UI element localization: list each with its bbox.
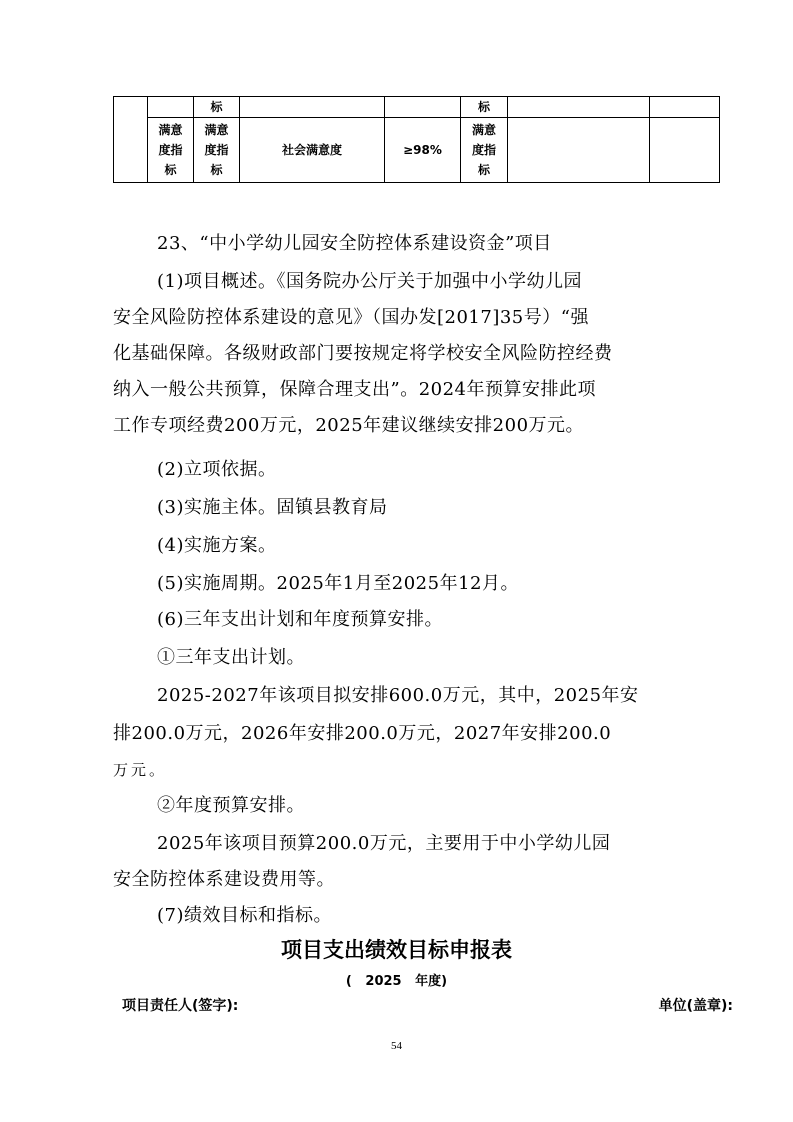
table-cell: [148, 97, 194, 118]
table-cell: 标: [194, 97, 240, 118]
overview-line-2: 安全风险防控体系建设的意见》（国办发[2017]35号）“强: [113, 307, 589, 328]
overview-line-4: 纳入一般公共预算，保障合理支出”。2024年预算安排此项: [113, 379, 597, 400]
table-cell: [650, 97, 720, 118]
table-cell: 标: [461, 97, 508, 118]
budget-line: (6)三年支出计划和年度预算安排。: [157, 609, 443, 630]
annual-line-2: 安全防控体系建设费用等。: [113, 869, 335, 890]
three-year-line-2: 排200.0万元，2026年安排200.0万元，2027年安排200.0: [113, 723, 612, 744]
form-title: 项目支出绩效目标申报表: [281, 938, 512, 962]
level2-indicator: 满意度指标: [204, 123, 229, 177]
overview-line-1: (1)项目概述。《国务院办公厅关于加强中小学幼儿园: [157, 271, 582, 292]
table-row: [114, 118, 720, 183]
table-cell: [385, 97, 461, 118]
table-cell: [148, 118, 194, 183]
three-year-line-1: 2025-2027年该项目拟安排600.0万元，其中，2025年安: [157, 685, 639, 706]
plan-line: (4)实施方案。: [157, 535, 277, 556]
performance-table: [113, 96, 720, 183]
three-year-tail: 万元。: [113, 761, 168, 779]
overview-line-5: 工作专项经费200万元，2025年建议继续安排200万元。: [113, 415, 585, 436]
table-row: [114, 97, 720, 118]
period-line: (5)实施周期。2025年1月至2025年12月。: [157, 573, 519, 594]
page-number: 54: [391, 1040, 402, 1052]
table-cell: [461, 118, 508, 183]
basis-line: (2)立项依据。: [157, 459, 277, 480]
annual-line-1: 2025年该项目预算200.0万元，主要用于中小学幼儿园: [157, 833, 611, 854]
indicator-value: ≥98%: [385, 118, 461, 183]
indicator-name: 社会满意度: [240, 118, 385, 183]
unit-seal-label: 单位(盖章):: [658, 998, 733, 1014]
three-year-title: ①三年支出计划。: [157, 647, 305, 668]
table-cell: [240, 97, 385, 118]
level1-indicator: 满意度指标: [158, 123, 183, 177]
subject-line: (3)实施主体。固镇县教育局: [157, 497, 388, 518]
level2-indicator-2: 满意度指标: [471, 123, 496, 177]
annual-title: ②年度预算安排。: [157, 795, 305, 816]
table-cell: [650, 118, 720, 183]
table-cell: [114, 97, 148, 183]
table-cell: [194, 118, 240, 183]
table-cell: [508, 97, 650, 118]
section-heading: 23、“中小学幼儿园安全防控体系建设资金”项目: [157, 233, 552, 254]
form-year: ( 2025 年度): [345, 974, 448, 989]
goals-line: (7)绩效目标和指标。: [157, 905, 332, 926]
overview-line-3: 化基础保障。各级财政部门要按规定将学校安全风险防控经费: [113, 343, 613, 364]
responsible-person-label: 项目责任人(签字):: [122, 998, 239, 1014]
table-cell: [508, 118, 650, 183]
